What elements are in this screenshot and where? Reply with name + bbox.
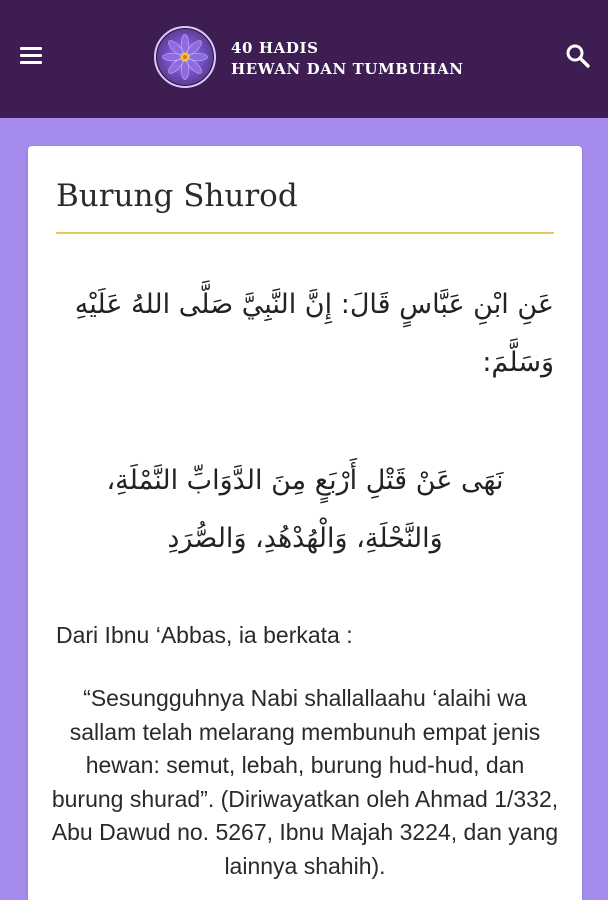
hadith-card [28, 146, 582, 900]
arabic-isnad: عَنِ ابْنِ عَبَّاسٍ قَالَ: إِنَّ النَّبِيَّ صَلَّى اللهُ عَلَيْهِ وَسَلَّمَ: [74, 289, 554, 378]
title-divider [56, 232, 554, 234]
arabic-matn [56, 452, 554, 568]
app-title [231, 38, 464, 80]
search-button[interactable] [564, 42, 592, 70]
search-icon [564, 42, 592, 70]
app-bar [0, 0, 608, 118]
page-title: Burung Shurod [56, 178, 298, 214]
translation-quote: “Sesungguhnya Nabi shallallaahu ‘alaihi wa sallam telah melarang membunuh empat jenis hewan: semut, lebah, burung hud-hud, dan burung shurad”. (Diriwayatkan oleh Ahmad 1/332, Abu Dawud no. 5267, Ibnu Majah 3224, dan yang lainnya shahih). [51, 685, 559, 879]
app-title-line2: HEWAN DAN TUMBUHAN [231, 60, 464, 78]
menu-icon [20, 47, 42, 50]
arabic-matn-line2: وَالنَّحْلَةِ، وَالْهُدْهُدِ، وَالصُّرَدِ [167, 523, 443, 554]
menu-icon-bar [20, 61, 42, 64]
arabic-matn-line1: نَهَى عَنْ قَتْلِ أَرْبَعٍ مِنَ الدَّوَابِّ النَّمْلَةِ، [106, 465, 504, 496]
translation-intro: Dari Ibnu ‘Abbas, ia berkata : [56, 622, 353, 648]
menu-button[interactable] [18, 44, 46, 68]
flower-logo-icon [154, 26, 216, 88]
app-title-line1: 40 HADIS [231, 39, 319, 57]
menu-icon-bar [20, 54, 42, 57]
